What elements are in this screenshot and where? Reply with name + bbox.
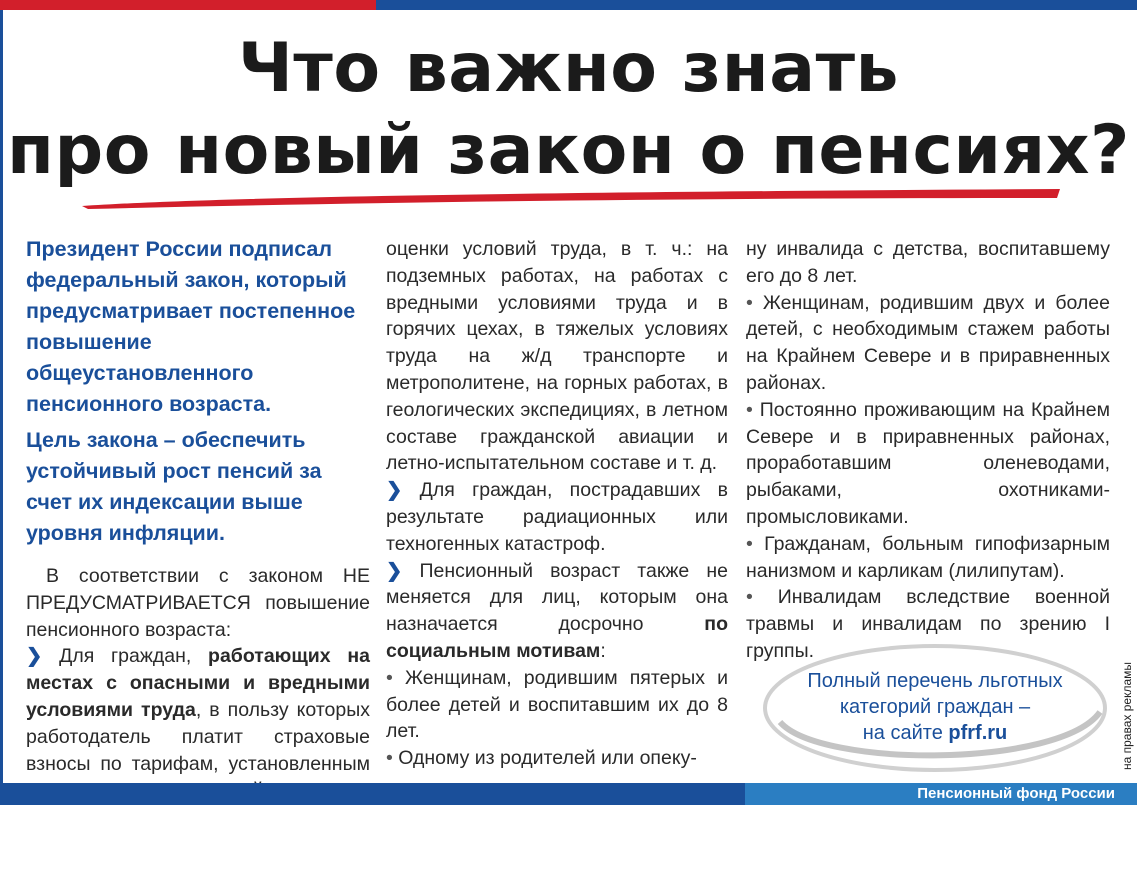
bullet-icon: • bbox=[746, 291, 753, 314]
lead-paragraph-2: Цель закона – обеспечить устойчивый рост пенсий за счет их индексации выше уровня инфляции. bbox=[26, 428, 322, 545]
callout-line-3: на сайте pfrf.ru bbox=[862, 722, 1008, 744]
top-bar-blue bbox=[376, 0, 1137, 10]
headline-line-1: Что важно знать bbox=[237, 29, 899, 108]
callout-line-1: Полный перечень льготных bbox=[807, 670, 1063, 692]
bullet-icon: • bbox=[746, 586, 753, 609]
bullet-five-children: • Женщинам, родившим пятерых и более детей и воспитавшим их до 8 лет. bbox=[386, 666, 728, 743]
item-hazardous-work: ❯ Для граждан, работающих на местах с опасными и вредными условиями труда, в пользу которых работодатель платит страховые взносы по тарифам, установленным bbox=[26, 645, 370, 775]
footer-bar-dark bbox=[0, 783, 745, 805]
column-3 bbox=[746, 236, 1110, 665]
item-catastrophes: ❯ Для граждан, пострадавших в результате радиационных или техногенных катастроф. bbox=[386, 479, 728, 555]
arrow-icon: ❯ bbox=[386, 479, 403, 502]
lead-paragraph-1: Президент России подписал федеральный закон, который предусматривает постепенное повышение общеустановленного пенсионного возраста. bbox=[26, 237, 356, 416]
red-brush-underline bbox=[82, 186, 1062, 210]
callout-text bbox=[760, 668, 1110, 746]
footer-org-name: Пенсионный фонд России bbox=[917, 785, 1115, 802]
bullet-dwarfism: • Гражданам, больным гипофизарным нанизмом и карликам (лилипутам). bbox=[746, 532, 1110, 582]
arrow-icon: ❯ bbox=[26, 645, 43, 668]
advertising-notice: на правах рекламы bbox=[1120, 661, 1134, 770]
bullet-icon: • bbox=[386, 666, 393, 689]
headline bbox=[0, 28, 1137, 192]
headline-line-2: про новый закон о пенсиях? bbox=[7, 111, 1130, 190]
callout bbox=[760, 640, 1110, 775]
bullet-icon: • bbox=[746, 398, 753, 421]
column-2 bbox=[386, 236, 728, 772]
parent-guardian-continued: ну инвалида с детства, воспитавшему его до 8 лет. bbox=[746, 238, 1110, 287]
bullet-icon: • bbox=[746, 532, 753, 555]
intro-paragraph: В соответствии с законом НЕ ПРЕДУСМАТРИВАЕТСЯ повышение пенсионного возраста: bbox=[26, 565, 370, 641]
arrow-icon: ❯ bbox=[386, 559, 403, 582]
bullet-far-north-residents: • Постоянно проживающим на Крайнем Севере и в приравненных районах, проработавшим оленеводами, рыбаками, охотниками-промысловиками. bbox=[746, 398, 1110, 528]
bullet-parent-guardian: • Одному из родителей или опеку- bbox=[386, 747, 697, 770]
work-conditions-continued: оценки условий труда, в т. ч.: на подземных работах, на работах с вредными условиями труда и в горячих цехах, в тяжелых условиях труда на ж/д транспорте и метрополитене, на горных работах, в геологических экспедициях, в летном составе гражданской авиации и летно-испытательном составе и т. д. bbox=[386, 238, 728, 475]
top-bar-red bbox=[0, 0, 376, 10]
column-1 bbox=[26, 234, 370, 804]
bullet-icon: • bbox=[386, 747, 393, 770]
item-social-reasons: ❯ Пенсионный возраст также не меняется для лиц, которым она назначается досрочно по социальным мотивам: bbox=[386, 559, 728, 662]
bullet-two-children-north: • Женщинам, родившим двух и более детей, с необходимым стажем работы на Крайнем Севере и в приравненных районах. bbox=[746, 291, 1110, 394]
callout-line-2: категорий граждан – bbox=[839, 696, 1031, 718]
bullet-military-injury: • Инвалидам вследствие военной травмы и инвалидам по зрению I группы. bbox=[746, 586, 1111, 662]
pfrf-link[interactable]: pfrf.ru bbox=[948, 722, 1008, 744]
